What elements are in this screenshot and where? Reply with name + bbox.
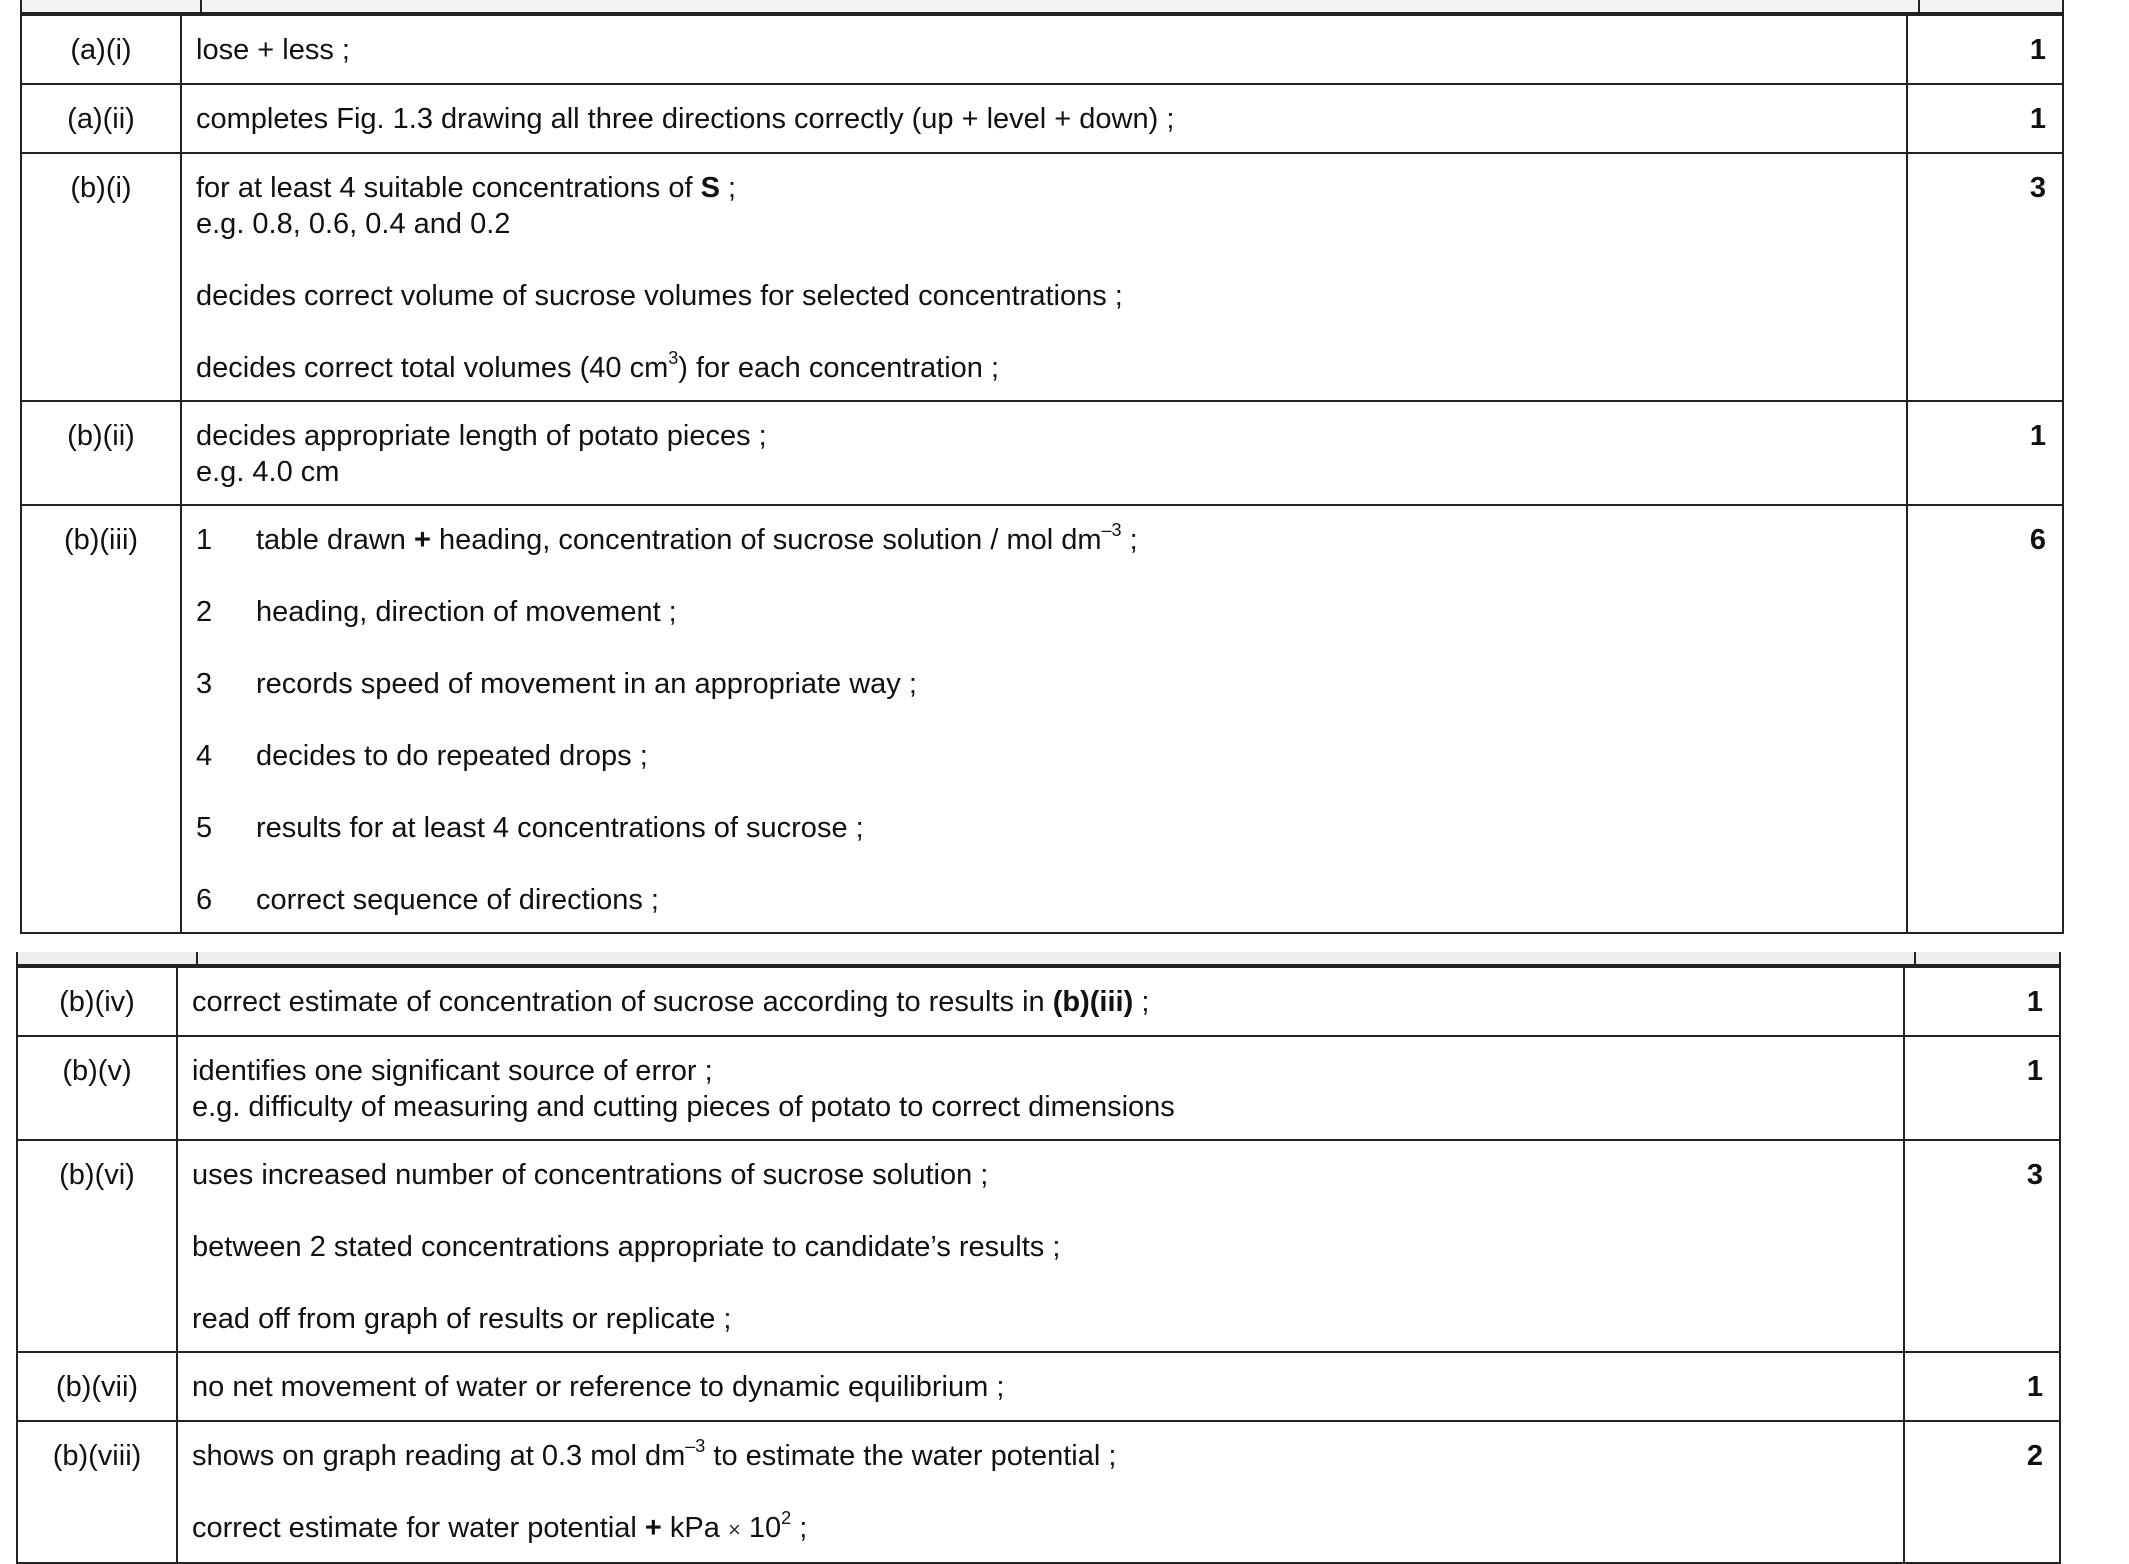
answer-text: identifies one significant source of error ; [192,1055,713,1087]
answer-cell [177,1352,1904,1421]
answer-text: correct sequence of directions ; [256,884,659,916]
item-number: 1 [196,524,213,556]
answer-text: to estimate the water potential ; [705,1440,1117,1472]
answer-text: ; [791,1512,808,1544]
mark-value: 1 [1904,1352,2060,1421]
table-row [21,15,2063,84]
table-row [17,1421,2060,1563]
answer-text: decides appropriate length of potato pieces ; [196,420,767,452]
list-item [196,882,1894,918]
answer-text: lose + less ; [196,34,350,66]
question-number: (b)(viii) [17,1421,177,1563]
mark-value: 1 [1907,15,2063,84]
example-text: e.g. 0.8, 0.6, 0.4 and 0.2 [196,208,511,240]
answer-text: between 2 stated concentrations appropriate to candidate’s results ; [192,1231,1061,1263]
mark-value: 1 [1904,1036,2060,1140]
question-number: (b)(vi) [17,1140,177,1352]
superscript: 3 [668,348,679,369]
table-row [21,153,2063,401]
item-number: 5 [196,812,213,844]
answer-text: decides correct volume of sucrose volumes for selected concentrations ; [196,280,1123,312]
question-number: (b)(i) [21,153,181,401]
answers-table-bottom [16,966,2061,1564]
question-number: (a)(ii) [21,84,181,153]
mark-value: 1 [1904,967,2060,1036]
table-row [21,401,2063,505]
mark-scheme-table-part-1 [20,0,2064,934]
answer-text: ; [1121,524,1138,556]
item-number: 4 [196,740,213,772]
multiply-sign: × [727,1517,741,1542]
example-text: e.g. 4.0 cm [196,456,340,488]
answer-cell [181,84,1907,153]
mark-value: 3 [1904,1140,2060,1352]
superscript: –3 [1101,520,1122,541]
answer-text: shows on graph reading at 0.3 mol dm [192,1440,686,1472]
answer-text: decides to do repeated drops ; [256,740,648,772]
answer-text: ; [719,172,737,204]
list-item [196,810,1894,846]
plus-sign: + [414,524,431,556]
answer-cell [177,1421,1904,1563]
answer-text: ) for each concentration ; [678,352,1000,384]
answers-table-top [20,14,2064,934]
question-number: (b)(iii) [21,505,181,933]
answer-cell [181,15,1907,84]
answer-text: no net movement of water or reference to dynamic equilibrium ; [192,1371,1005,1403]
table-row [17,1352,2060,1421]
answer-text: heading, concentration of sucrose solution / mol dm [430,524,1102,556]
answer-text: heading, direction of movement ; [256,596,677,628]
answer-text: read off from graph of results or replicate ; [192,1303,732,1335]
table-row [21,505,2063,933]
answer-text: kPa [661,1512,728,1544]
table-row [21,84,2063,153]
question-number: (b)(vii) [17,1352,177,1421]
answer-text: completes Fig. 1.3 drawing all three directions correctly (up + level + down) ; [196,103,1175,135]
mark-value: 3 [1907,153,2063,401]
superscript: 2 [781,1508,792,1529]
example-text: e.g. difficulty of measuring and cutting pieces of potato to correct dimensions [192,1091,1175,1123]
item-number: 6 [196,884,213,916]
question-number: (b)(iv) [17,967,177,1036]
list-item [196,666,1894,702]
answer-cell [177,1036,1904,1140]
list-item [196,738,1894,774]
answer-cell [181,505,1907,933]
table-top-strip [20,0,2064,14]
answer-text: 10 [740,1512,782,1544]
answer-bold-text: (b)(iii) [1052,986,1134,1018]
mark-value: 6 [1907,505,2063,933]
question-number: (a)(i) [21,15,181,84]
table-row [17,1140,2060,1352]
answer-bold-text: S [700,172,720,204]
answer-cell [177,967,1904,1036]
question-number: (b)(ii) [21,401,181,505]
mark-value: 1 [1907,401,2063,505]
table-row [17,967,2060,1036]
mark-value: 1 [1907,84,2063,153]
table-row [17,1036,2060,1140]
answer-cell [177,1140,1904,1352]
answer-text: correct estimate for water potential [192,1512,645,1544]
mark-value: 2 [1904,1421,2060,1563]
answer-text: correct estimate of concentration of sucrose according to results in [192,986,1053,1018]
item-number: 2 [196,596,213,628]
plus-sign: + [644,1512,662,1544]
item-number: 3 [196,668,213,700]
table-continuation-strip [16,952,2061,966]
question-number: (b)(v) [17,1036,177,1140]
superscript: –3 [685,1436,706,1457]
answer-text: for at least 4 suitable concentrations of [196,172,701,204]
answer-text: ; [1133,986,1150,1018]
list-item [196,594,1894,630]
answer-text: results for at least 4 concentrations of sucrose ; [256,812,864,844]
answer-text: records speed of movement in an appropriate way ; [256,668,917,700]
answer-text: uses increased number of concentrations of sucrose solution ; [192,1159,989,1191]
answer-text: decides correct total volumes (40 cm [196,352,669,384]
answer-text: table drawn [256,524,414,556]
mark-scheme-table-part-2 [16,952,2061,1564]
answer-cell [181,401,1907,505]
answer-cell [181,153,1907,401]
list-item [196,522,1894,558]
